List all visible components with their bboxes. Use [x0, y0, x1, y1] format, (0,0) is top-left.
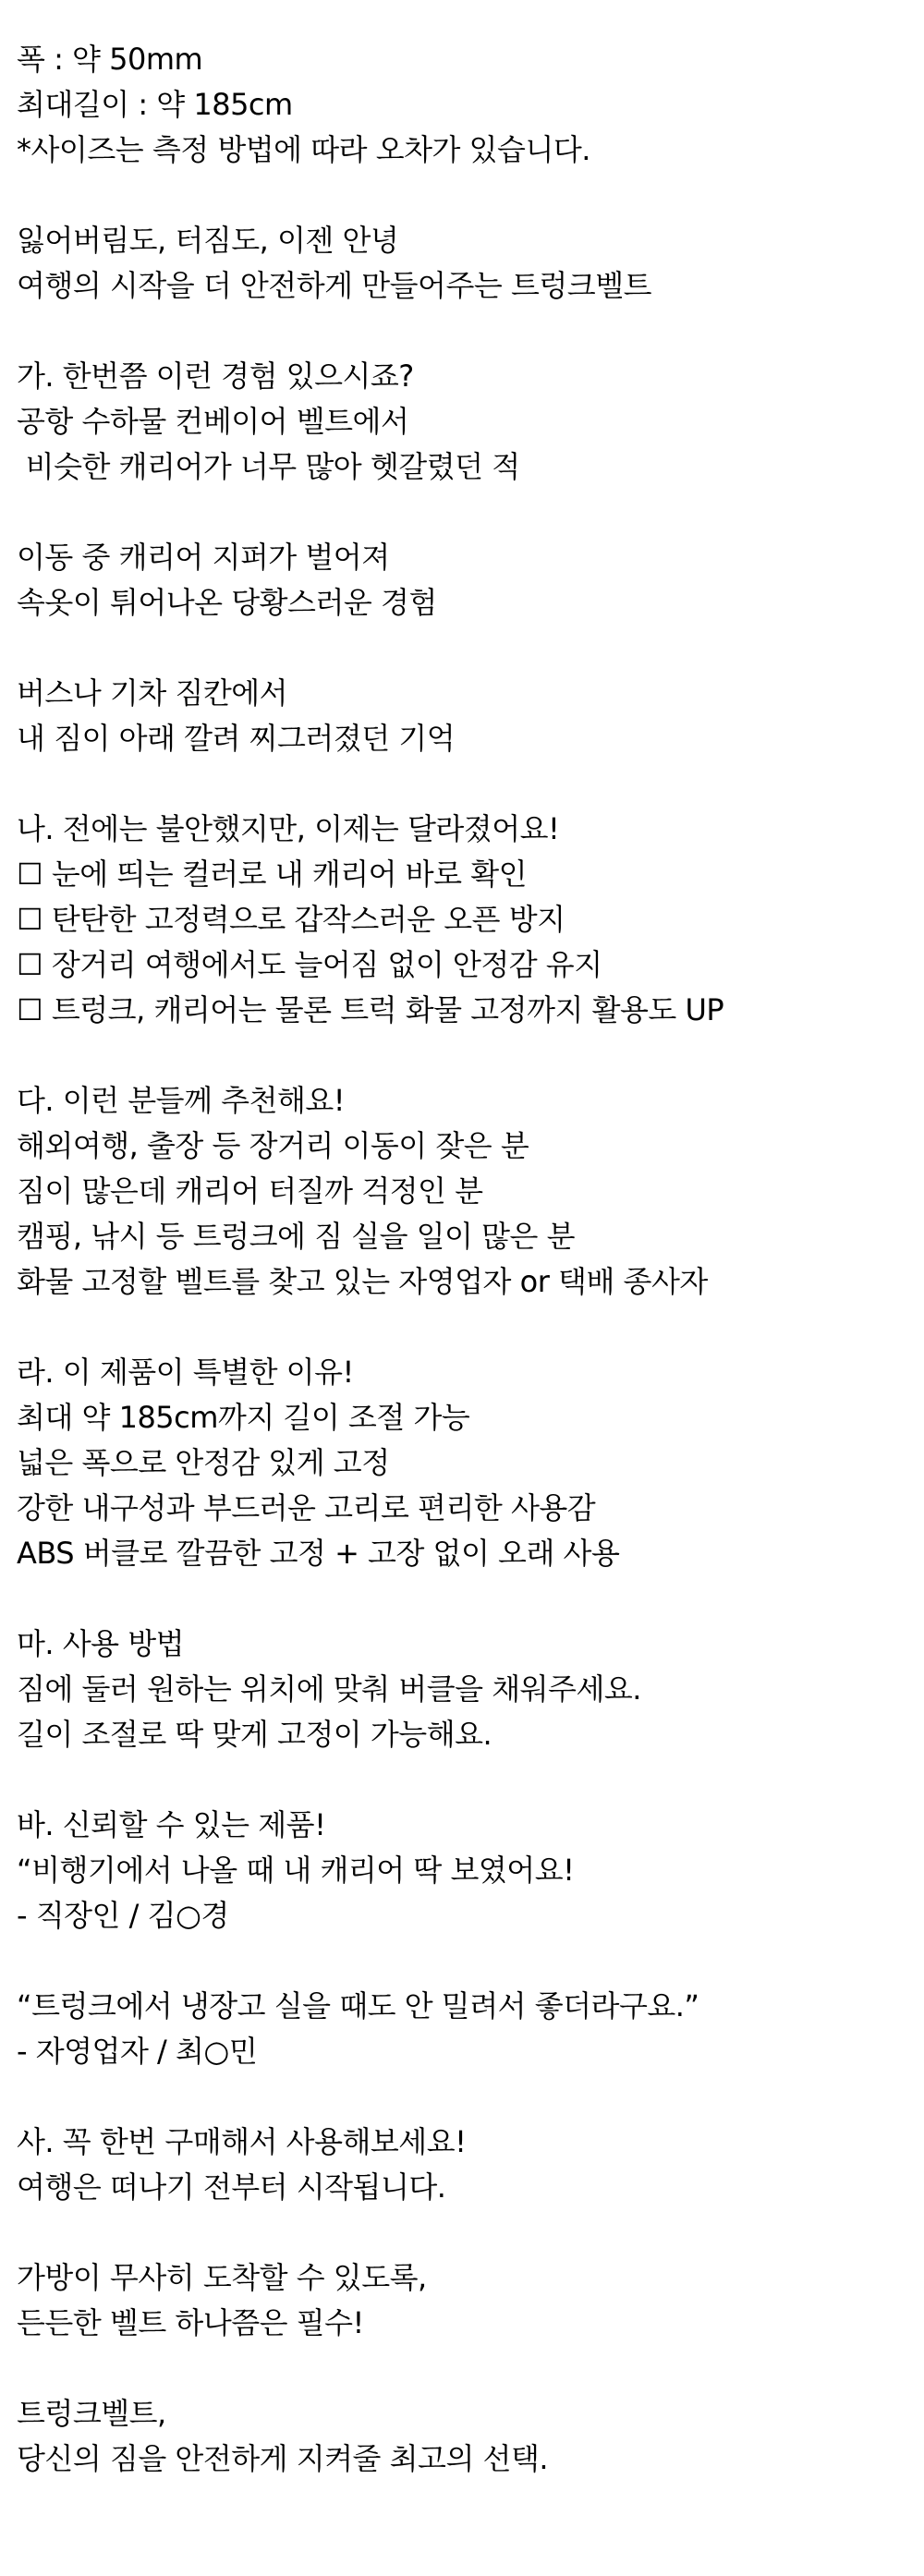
text-line: 화물 고정할 벨트를 찾고 있는 자영업자 or 택배 종사자 [17, 1264, 708, 1299]
paragraph-gap [17, 309, 904, 354]
text-line: 든든한 벨트 하나쯤은 필수! [17, 2305, 364, 2340]
paragraph-gap [17, 2074, 904, 2120]
text-line: *사이즈는 측정 방법에 따라 오차가 있습니다. [17, 132, 590, 167]
text-line: 속옷이 튀어나온 당황스러운 경험 [17, 585, 437, 620]
section-heading: 나. 전에는 불안했지만, 이제는 달라졌어요! [17, 811, 560, 846]
text-line: 최대길이 : 약 185cm [17, 87, 293, 122]
text-line: 당신의 짐을 안전하게 지켜줄 최고의 선택. [17, 2441, 549, 2476]
text-line: 내 짐이 아래 깔려 찌그러졌던 기억 [17, 721, 456, 756]
testimonial-quote: “트렁크에서 냉장고 실을 때도 안 밀려서 좋더라구요.” [17, 1988, 699, 2023]
paragraph-gap [17, 761, 904, 807]
text-line: 이동 중 캐리어 지퍼가 벌어져 [17, 540, 390, 575]
text-line: 길이 조절로 딱 맞게 고정이 가능해요. [17, 1717, 492, 1752]
paragraph-gap [17, 1938, 904, 1984]
testimonial-quote: “비행기에서 나올 때 내 캐리어 딱 보였어요! [17, 1853, 575, 1888]
paragraph-gap [17, 2210, 904, 2255]
text-line: 잃어버림도, 터짐도, 이젠 안녕 [17, 223, 399, 258]
testimonial-author: - 자영업자 / 최○민 [17, 2034, 258, 2069]
testimonial-author: - 직장인 / 김○경 [17, 1898, 229, 1933]
text-line: 짐이 많은데 캐리어 터질까 걱정인 분 [17, 1173, 483, 1209]
checklist-item: ☐ 탄탄한 고정력으로 갑작스러운 오픈 방지 [17, 902, 565, 937]
paragraph-gap [17, 1305, 904, 1350]
text-line: 해외여행, 출장 등 장거리 이동이 잦은 분 [17, 1128, 529, 1163]
section-heading: 가. 한번쯤 이런 경험 있으시죠? [17, 358, 414, 394]
checklist-item: ☐ 트렁크, 캐리어는 물론 트럭 화물 고정까지 활용도 UP [17, 992, 724, 1027]
text-line: ABS 버클로 깔끔한 고정 + 고장 없이 오래 사용 [17, 1536, 620, 1571]
text-line: 캠핑, 낚시 등 트렁크에 짐 실을 일이 많은 분 [17, 1219, 576, 1254]
paragraph-gap [17, 1033, 904, 1078]
text-line: 여행의 시작을 더 안전하게 만들어주는 트렁크벨트 [17, 268, 652, 303]
text-line: 가방이 무사히 도착할 수 있도록, [17, 2260, 427, 2295]
paragraph-gap [17, 1576, 904, 1622]
checklist-item: ☐ 장거리 여행에서도 늘어짐 없이 안정감 유지 [17, 947, 602, 982]
section-heading: 다. 이런 분들께 추천해요! [17, 1083, 346, 1118]
paragraph-gap [17, 1757, 904, 1803]
paragraph-gap [17, 626, 904, 671]
section-heading: 라. 이 제품이 특별한 이유! [17, 1355, 354, 1390]
checklist-item: ☐ 눈에 띄는 컬러로 내 캐리어 바로 확인 [17, 857, 528, 892]
text-line: 여행은 떠나기 전부터 시작됩니다. [17, 2169, 446, 2205]
text-line: 트렁크벨트, [17, 2396, 166, 2431]
section-heading: 마. 사용 방법 [17, 1626, 185, 1661]
text-line: 강한 내구성과 부드러운 고리로 편리한 사용감 [17, 1490, 596, 1525]
section-heading: 사. 꼭 한번 구매해서 사용해보세요! [17, 2124, 467, 2159]
paragraph-gap [17, 173, 904, 218]
text-line: 짐에 둘러 원하는 위치에 맞춰 버클을 채워주세요. [17, 1671, 641, 1707]
product-description [17, 37, 904, 2482]
text-line: 공항 수하물 컨베이어 벨트에서 [17, 404, 409, 439]
text-line: 넓은 폭으로 안정감 있게 고정 [17, 1445, 390, 1480]
text-line: 버스나 기차 짐칸에서 [17, 675, 288, 711]
section-heading: 바. 신뢰할 수 있는 제품! [17, 1807, 326, 1842]
text-line: 비슷한 캐리어가 너무 많아 헷갈렸던 적 [17, 449, 520, 484]
text-line: 최대 약 185cm까지 길이 조절 가능 [17, 1400, 470, 1435]
paragraph-gap [17, 2346, 904, 2391]
paragraph-gap [17, 490, 904, 535]
text-line: 폭 : 약 50mm [17, 42, 203, 77]
